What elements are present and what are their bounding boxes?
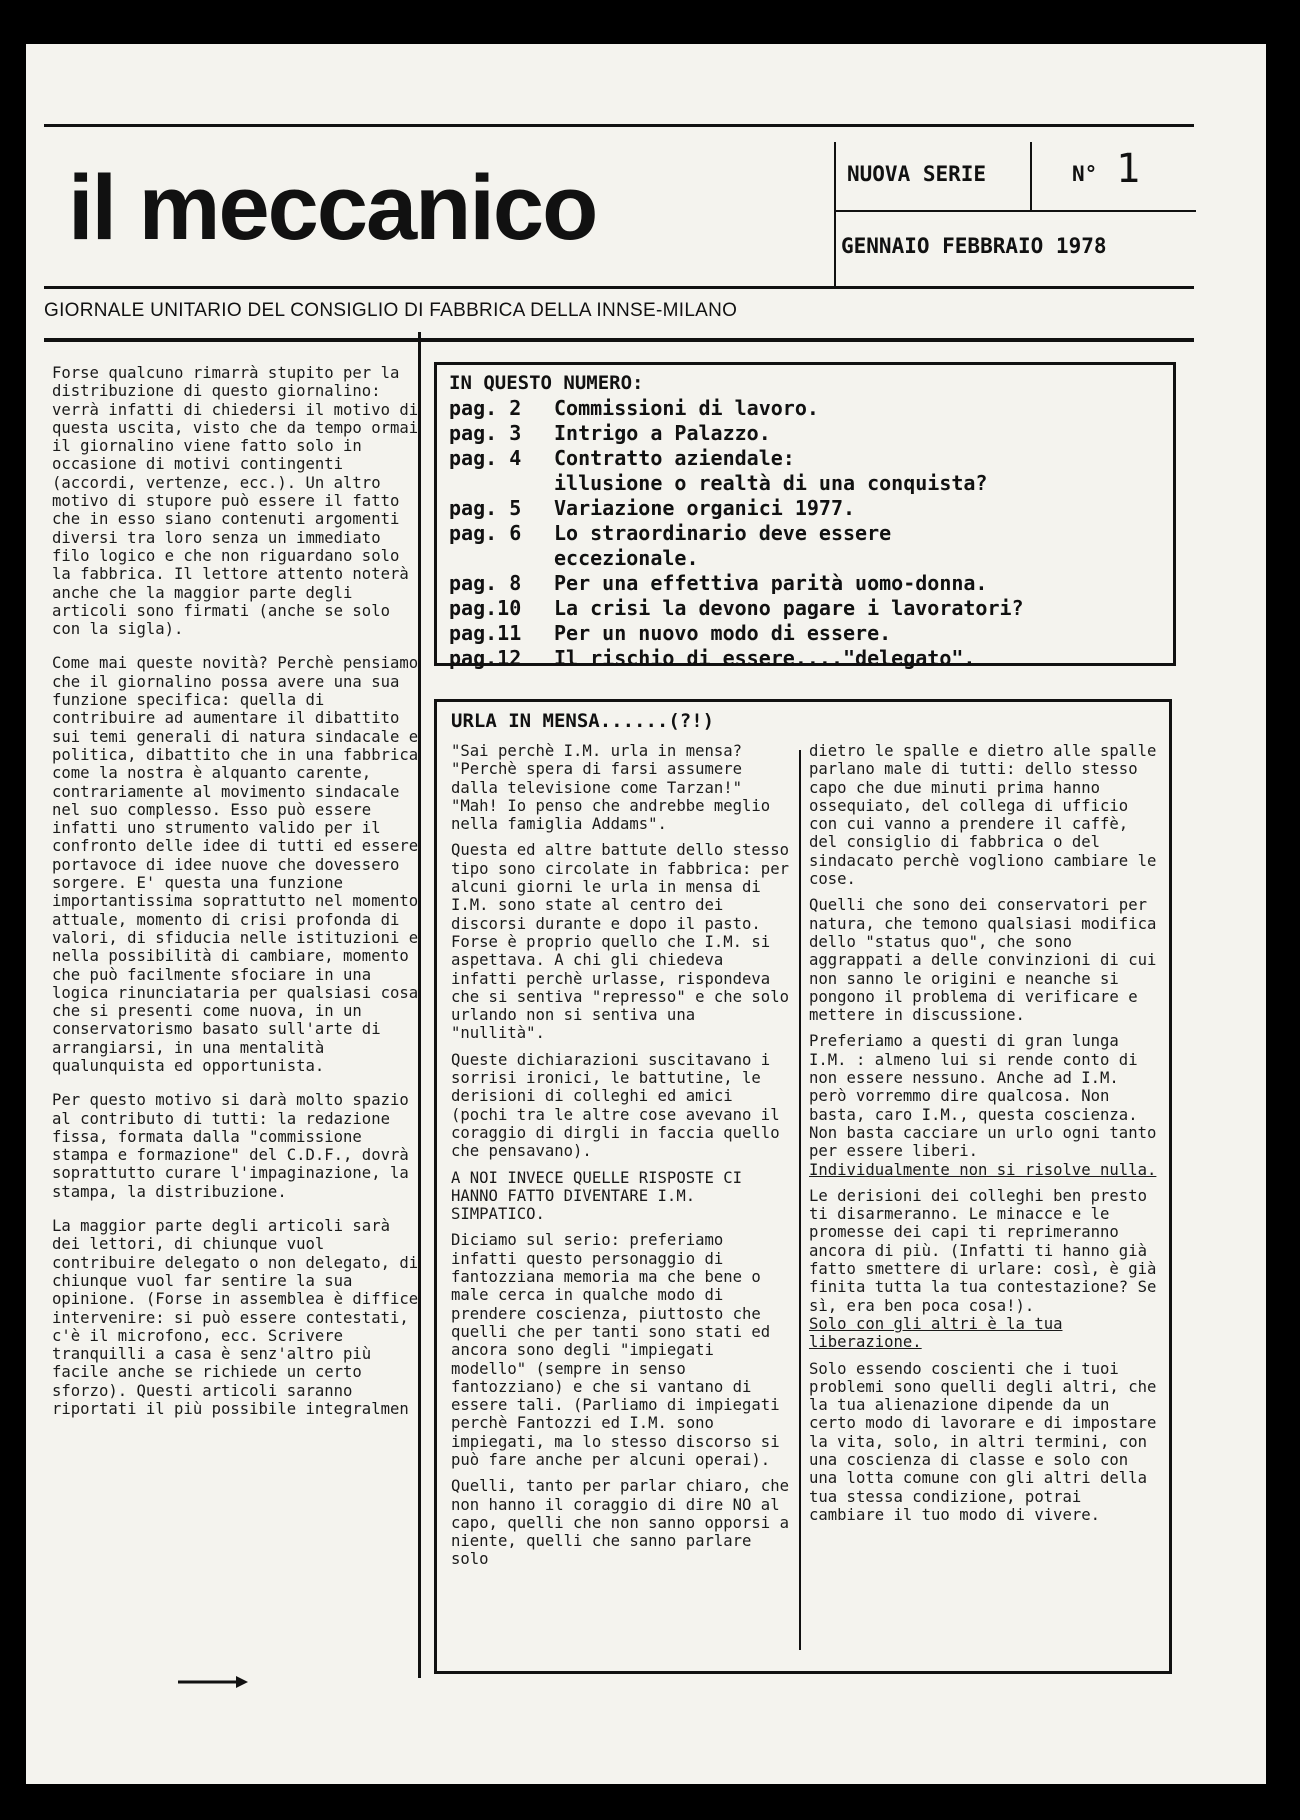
toc-page: pag. 5 — [449, 496, 522, 520]
article-title: URLA IN MENSA......(?!) — [451, 710, 715, 732]
continue-arrow-icon — [178, 1676, 248, 1688]
article-paragraph: Quelli, tanto per parlar chiaro, che non hanno il coraggio di dire NO al capo, quelli che non sanno opporsi a niente, quelli che sanno parlare solo — [451, 1477, 789, 1569]
toc-text: Lo straordinario deve essere — [554, 521, 892, 545]
article-paragraph: Queste dichiarazioni suscitavano i sorrisi ironici, le battutine, le derisioni di colleghi ed amici (pochi tra le altre cose avevano il coraggio di dirgli in faccia quello che pensavano). — [451, 1050, 780, 1161]
toc-text: La crisi la devono pagare i lavoratori? — [554, 596, 1024, 620]
article-paragraph: Le derisioni dei colleghi ben presto ti disarmeranno. Le minacce e le promesse dei capi ti reprimeranno ancora di più. (Infatti ti hanno già fatto smettere di urlare: così, è già finita tutta la tua contestazione? Se sì, era ben poca cosa!). — [809, 1186, 1157, 1315]
toc-page: pag.10 — [449, 596, 522, 620]
article-paragraph: Diciamo sul serio: preferiamo infatti questo personaggio di fantozziana memoria ma che bene o male cerca in qualche modo di prendere coscienza, piuttosto che quelli che per tanti sono stati ed ancora sono degli "impiegati modello" (sempre in senso fantozziano) e che si vantano di essere tali. (Parliamo di impiegati perchè Fantozzi ed I.M. sono impiegati, ma lo stesso discorso si può fare anche per alcuni operai). — [451, 1231, 780, 1469]
editorial-paragraph: La maggior parte degli articoli sarà dei lettori, di chiunque vuol contribuire delegato o non delegato, di chiunque vuol far sentire la sua opinione. (Forse in assemblea è diffice intervenire: si può essere contestati, c'è il microfono, ecc. Scrivere tranquilli a casa è senz'altro più facile anche se richiede un certo sforzo). Questi articoli saranno riportati il più possibile integralmen — [52, 1217, 419, 1419]
toc-item — [449, 471, 1173, 496]
toc-page — [449, 471, 554, 496]
article-column-1 — [451, 742, 791, 1577]
toc-text: Intrigo a Palazzo. — [554, 421, 771, 445]
toc-item — [449, 496, 1173, 521]
table-of-contents — [434, 362, 1176, 670]
masthead-top-rule — [44, 124, 1194, 127]
toc-page: pag. 3 — [449, 421, 522, 445]
toc-text: illusione o realtà di una conquista? — [554, 471, 988, 495]
newspaper-subtitle: GIORNALE UNITARIO DEL CONSIGLIO DI FABBRICA DELLA INNSE-MILANO — [44, 300, 738, 321]
toc-page: pag. 2 — [449, 396, 522, 420]
toc-text: eccezionale. — [554, 546, 699, 570]
toc-item — [449, 396, 1173, 421]
toc-item — [449, 621, 1173, 646]
newspaper-title: il meccanico — [68, 157, 597, 259]
issue-number: 1 — [1116, 146, 1141, 192]
article-box — [434, 699, 1172, 1674]
editorial-paragraph: Per questo motivo si darà molto spazio al contributo di tutti: la redazione fissa, formata dalla "commissione stampa e formazione" del C.D.F., dovrà soprattutto curare l'impaginazione, la stampa, la distribuzione. — [52, 1091, 409, 1201]
editorial-paragraph: Come mai queste novità? Perchè pensiamo che il giornalino possa avere una sua funzione specifica: quella di contribuire ad aumentare il dibattito sui temi generali di natura sindacale e politica, dibattito che in una fabbrica come la nostra è alquanto carente, contrariamente al movimento sindacale nel suo complesso. Esso può essere infatti uno strumento valido per il confronto delle idee di tutti ed essere portavoce di idee nuove che dovessero sorgere. E' questa una funzione importantissima soprattutto nel momento attuale, momento di crisi profonda di valori, di sfiducia nelle istituzioni e nella possibilità di cambiare, momento che può facilmente sfociare in una logica rinunciataria per qualsiasi cosa che si presenti come nuova, in un conservatorismo basato sull'arte di arrangiarsi, in una mentalità qualunquista ed opportunista. — [52, 654, 419, 1075]
issue-date: GENNAIO FEBBRAIO 1978 — [841, 234, 1107, 258]
toc-text: Il rischio di essere...."delegato". — [554, 646, 976, 670]
article-paragraph: Quelli che sono dei conservatori per natura, che temono qualsiasi modifica dello "status quo", che sono aggrappati a delle convinzioni di cui non sanno le origini e neanche si pongono il problema di verificare e mettere in discussione. — [809, 896, 1157, 1025]
toc-page: pag. 6 — [449, 521, 522, 545]
toc-text: Variazione organici 1977. — [554, 496, 856, 520]
toc-page: pag. 8 — [449, 571, 522, 595]
series-rule — [834, 210, 1196, 212]
article-paragraph: Preferiamo a questi di gran lunga I.M. : almeno lui si rende conto di non essere nessuno. Anche ad I.M. però vorremmo dire qualcosa. Non basta, caro I.M., questa coscienza. Non basta cacciare un urlo ogni tanto per essere liberi. — [809, 1032, 1157, 1161]
toc-text: Commissioni di lavoro. — [554, 396, 819, 420]
article-paragraph: dietro le spalle e dietro alle spalle parlano male di tutti: dello stesso capo che due minuti prima hanno ossequiato, del collega di ufficio con cui vanno a prendere il caffè, del consiglio di fabbrica o del sindacato perchè vogliono cambiare le cose. — [809, 742, 1157, 889]
subtitle-rule — [44, 338, 1194, 342]
newspaper-page — [26, 44, 1266, 1784]
toc-page: pag.11 — [449, 621, 522, 645]
toc-item — [449, 421, 1173, 446]
toc-page — [449, 546, 554, 571]
masthead-divider — [834, 142, 836, 288]
toc-item — [449, 546, 1173, 571]
issue-number-label: N° — [1072, 162, 1098, 186]
article-paragraph: A NOI INVECE QUELLE RISPOSTE CI HANNO FATTO DIVENTARE I.M. SIMPATICO. — [451, 1168, 743, 1224]
masthead-bottom-rule — [44, 286, 1194, 289]
toc-item — [449, 571, 1173, 596]
toc-item — [449, 446, 1173, 471]
toc-text: Per un nuovo modo di essere. — [554, 621, 892, 645]
editorial-column — [52, 364, 422, 1434]
toc-text: Contratto aziendale: — [554, 446, 795, 470]
series-label: NUOVA SERIE — [847, 162, 987, 186]
toc-page: pag.12 — [449, 646, 522, 670]
editorial-paragraph: Forse qualcuno rimarrà stupito per la distribuzione di questo giornalino: verrà infatti di chiedersi il motivo di questa uscita, visto che da tempo ormai il giornalino viene fatto solo in occasione di motivi contingenti (accordi, vertenze, ecc.). Un altro motivo di stupore può essere il fatto che in esso siano contenuti argomenti diversi tra loro senza un immediato filo logico e che non riguardano solo la fabbrica. Il lettore attento noterà anche che la maggior parte degli articoli sono firmati (anche se solo con la sigla). — [52, 364, 419, 639]
toc-title: IN QUESTO NUMERO: — [449, 372, 644, 394]
article-column-2 — [809, 742, 1163, 1532]
toc-page: pag. 4 — [449, 446, 522, 470]
article-paragraph: Questa ed altre battute dello stesso tipo sono circolate in fabbrica: per alcuni giorni le urla in mensa di I.M. sono state al centro dei discorsi durante e dopo il pasto. Forse è proprio quello che I.M. si aspettava. A chi gli chiedeva infatti perchè urlasse, rispondeva che si sentiva "represso" e che solo urlando non si sentiva una "nullità". — [451, 841, 789, 1043]
article-paragraph: Solo essendo coscienti che i tuoi problemi sono quelli degli altri, che la tua alienazione dipende da un certo modo di lavorare e di impostare la vita, solo, in altri termini, con una coscienza di classe e solo con una lotta comune con gli altri della tua stessa condizione, potrai cambiare il tuo modo di vivere. — [809, 1359, 1157, 1524]
toc-text: Per una effettiva parità uomo-donna. — [554, 571, 988, 595]
series-divider — [1030, 142, 1032, 212]
article-column-divider — [799, 750, 801, 1650]
article-paragraph: "Sai perchè I.M. urla in mensa? "Perchè spera di farsi assumere dalla televisione come Tarzan!" "Mah! Io penso che andrebbe meglio nella famiglia Addams". — [451, 742, 771, 834]
toc-item — [449, 521, 1173, 546]
toc-item — [449, 646, 1173, 671]
article-underlined-line: Solo con gli altri è la tua liberazione. — [809, 1314, 1063, 1352]
article-underlined-line: Individualmente non si risolve nulla. — [809, 1160, 1157, 1179]
toc-item — [449, 596, 1173, 621]
